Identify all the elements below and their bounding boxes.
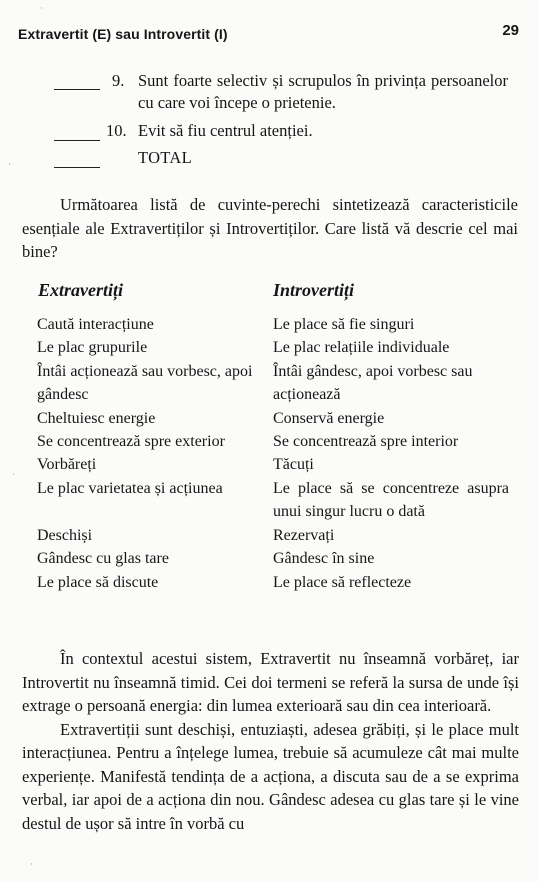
item-number: 9. <box>112 71 125 90</box>
scan-speck: · <box>40 4 43 14</box>
running-head: Extravertit (E) sau Introvertit (I) <box>18 26 228 42</box>
introvert-trait: Tăcuți <box>273 456 314 474</box>
scan-speck: · <box>30 860 33 870</box>
introvert-heading: Introvertiți <box>273 280 355 300</box>
introvert-trait: Rezervați <box>273 526 335 544</box>
extravert-heading: Extravertiți <box>38 280 123 300</box>
body-text <box>22 647 519 835</box>
introvert-trait: Întâi gândesc, apoi vorbesc sau acționează <box>273 362 473 404</box>
page-header <box>18 22 519 48</box>
total-label: TOTAL <box>138 148 192 167</box>
introvert-trait: Conservă energie <box>273 409 385 427</box>
body-paragraph: În contextul acestui sistem, Extravertit nu înseamnă vorbăreț, iar Introvertit nu înseamnă timid. Cei doi termeni se referă la sursa de unde își extrage o persoană energia: din lumea exterioară sau din cea interioară. <box>22 649 519 715</box>
introvert-trait: Gândesc în sine <box>273 550 375 568</box>
answer-blank <box>54 167 100 168</box>
extravert-trait: Gândesc cu glas tare <box>37 550 169 568</box>
item-number: 10. <box>106 121 127 140</box>
extravert-trait: Vorbăreți <box>37 456 97 474</box>
extravert-trait: Se concentrează spre exterior <box>37 433 225 451</box>
scan-speck: · <box>8 160 11 170</box>
answer-blank <box>54 140 100 141</box>
extravert-trait: Le place să discute <box>37 573 159 591</box>
item-text: Evit să fiu centrul atenției. <box>138 121 313 140</box>
item-text: Sunt foarte selectiv și scrupulos în privința persoanelor cu care voi începe o prietenie. <box>138 71 508 112</box>
answer-blank <box>54 89 100 90</box>
introvert-trait: Le plac relațiile individuale <box>273 339 450 357</box>
introvert-trait: Le place să fie singuri <box>273 316 415 333</box>
intro-paragraph: Următoarea listă de cuvinte-perechi sintetizează caracteristicile esențiale ale Extravertiților și Introvertiților. Care listă vă descrie cel mai bine? <box>22 195 518 261</box>
introvert-trait: Le place să se concentreze asupra unui singur lucru o dată <box>273 479 509 521</box>
body-paragraph: Extravertiții sunt deschiși, entuziaști, adesea grăbiți, și le place mult interacțiunea. Pentru a înțelege lumea, trebuie să acumuleze cât mai multe experiențe. Manifestă tendința de a acționa, a discuta sau de a se exprima verbal, iar apoi de a acționa din nou. Gândesc adesea cu glas tare și le vine destul de ușor să intre în vorbă cu <box>22 719 519 833</box>
extravert-column <box>37 313 269 594</box>
page-number: 29 <box>502 22 519 39</box>
scan-speck: · <box>12 470 15 480</box>
extravert-trait: Le plac grupurile <box>37 339 148 357</box>
extravert-trait: Deschiși <box>37 526 93 544</box>
introvert-trait: Se concentrează spre interior <box>273 433 459 451</box>
introvert-trait: Le place să reflecteze <box>273 573 412 591</box>
extravert-trait: Le plac varietatea și acțiunea <box>37 479 223 497</box>
introvert-column <box>273 313 509 594</box>
extravert-trait: Întâi acționează sau vorbesc, apoi gândesc <box>37 362 253 404</box>
extravert-trait: Cheltuiesc energie <box>37 409 156 427</box>
extravert-trait: Caută interacțiune <box>37 316 154 333</box>
